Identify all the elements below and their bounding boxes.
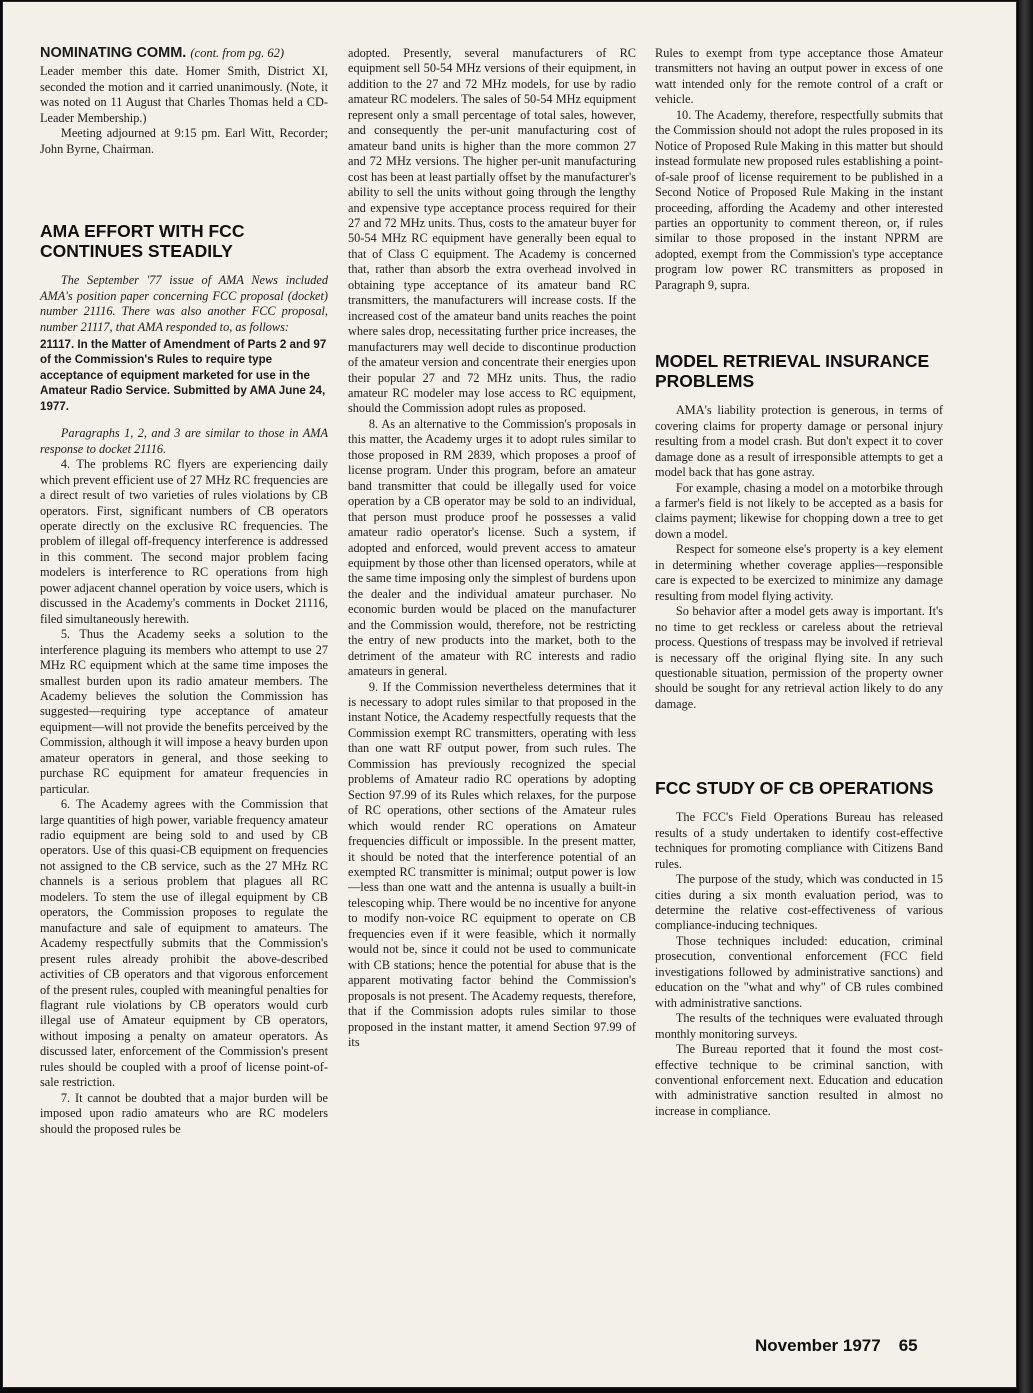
continued-heading-text: NOMINATING COMM.: [40, 45, 187, 61]
article-headline-cb-study: FCC STUDY OF CB OPERATIONS: [655, 778, 934, 799]
column-left: [40, 46, 328, 1137]
article-headline-model-retrieval: MODEL RETRIEVAL INSURANCE PROBLEMS: [655, 351, 930, 392]
body-paragraph: So behavior after a model gets away is important. It's no time to get reckless or careless about the retrieval process. Questions of trespass may be involved if retrieval is necessary off the original flying site. In any such questionable situation, permission of the property owner should be sought for any retrieval action likely to do any damage.: [655, 604, 943, 711]
continued-heading: [40, 46, 328, 61]
docket-title: 21117. In the Matter of Amendment of Parts 2 and 97 of the Commission's Rules to require type acceptance of equipment marketed for use in the Amateur Radio Service. Submitted by AMA June 24, 1977.: [40, 337, 327, 413]
body-paragraph: The purpose of the study, which was conducted in 15 cities during a six month evaluation period, was to determine the relative cost-effectiveness of various compliance-inducing techniques.: [655, 872, 943, 933]
continued-note: (cont. from pg. 62): [190, 46, 284, 60]
body-paragraph: AMA's liability protection is generous, in terms of covering claims for property damage or personal injury resulting from a model crash. But don't expect it to cover damage done as a result of irresponsible attempts to get a model back that has gone astray.: [655, 403, 943, 480]
body-paragraph: Those techniques included: education, criminal prosecution, conventional enforcement (FCC field investigations followed by administrative sanctions) and education on the "what and why" of CB rules combined with administrative sanctions.: [655, 933, 943, 1010]
nominating-paragraph: Leader member this date. Homer Smith, District XI, seconded the motion and it carried unanimously. (Note, it was noted on 11 August that Charles Thomas held a CD-Leader Membership.): [40, 64, 328, 125]
body-paragraph: 4. The problems RC flyers are experiencing daily which prevent efficient use of 27 MHz RC frequencies are a direct result of two varieties of rules violations by CB operators. First, significant numbers of CB operators operate directly on the exclusive RC frequencies. The problem of illegal off-frequency interference is addressed in this comment. The second major problem facing modelers is interference to RC operations from high power adjacent channel operation by voice users, which is discussed in the Academy's comments in Docket 21116, filed simultaneously herewith.: [40, 457, 328, 626]
body-paragraph: 6. The Academy agrees with the Commission that large quantities of high power, variable frequency amateur radio equipment are being sold to and used by CB operators. Use of this quasi-CB equipment on frequencies not assigned to the CB service, such as the 27 MHz RC channels is a serious problem that plagues all RC modelers. To stem the use of illegal equipment by CB operators, the Commission proposes to regulate the manufacture and sale of equipment to amateurs. The Academy respectfully submits that the Commission's present rules already prohibit the above-described activities of CB operators and that vigorous enforcement of the present rules, coupled with meaningful penalties for flagrant rule violations by CB operators would curb illegal use of Amateur equipment by CB operators, without imposing a penalty on amateur operators. As discussed later, enforcement of the Commission's present rules should be coupled with a proof of license point-of-sale restriction.: [40, 797, 328, 1090]
body-paragraph: The Bureau reported that it found the most cost-effective technique to be criminal sanction, with conventional enforcement next. Education and education with administrative sanction resulted in almost no increase in compliance.: [655, 1042, 943, 1118]
issue-date: November 1977: [755, 1336, 881, 1355]
body-paragraph: adopted. Presently, several manufacturers of RC equipment sell 50-54 MHz versions of their equipment, in addition to the 27 and 72 MHz models, for use by radio amateur RC modelers. The sales of 50-54 MHz equipment represent only a small percentage of total sales, however, and consequently the per-unit manufacturing cost of amateur band units is higher than the more common 27 and 72 MHz versions. The higher per-unit manufacturing cost has been at least partially offset by the manufacturer's ability to sell the units without going through the lengthy and expensive type acceptance process required for their 27 and 72 MHz units. Thus, costs to the amateur buyer for 50-54 MHz RC equipment have generally been equal to that of Class C equipment. The Academy is concerned that, rather than absorb the extra overhead involved in obtaining type acceptance of its amateur band RC transmitters, the manufacturers will increase costs. If the increased cost of the amateur band units reaches the point where sales drop, necessitating further price increases, the manufacturers may well decide to discontinue production of the amateur version and concentrate their energies upon their popular 27 and 72 MHz units. Thus, the radio amateur RC modeler may lose access to RC equipment, should the Commission adopt rules as proposed.: [348, 46, 636, 416]
body-paragraph: 10. The Academy, therefore, respectfully submits that the Commission should not adopt the rules proposed in its Notice of Proposed Rule Making in this matter but should instead formulate new proposed rules establishing a point-of-sale proof of license requirement to be published in a Second Notice of Proposed Rule Making in the instant proceeding, affording the Academy and other interested parties an opportunity to comment thereon, or, if rules similar to those proposed in the instant NPRM are adopted, exempt from the Commission's type acceptance program low power RC transmitters as proposed in Paragraph 9, supra.: [655, 107, 943, 292]
body-paragraph: The FCC's Field Operations Bureau has released results of a study undertaken to identify cost-effective techniques for promoting compliance with Citizens Band rules.: [655, 810, 943, 871]
page-number: 65: [898, 1336, 918, 1355]
column-right: [655, 46, 943, 1119]
body-paragraph: 9. If the Commission nevertheless determines that it is necessary to adopt rules similar to that proposed in the instant Notice, the Academy respectfully requests that the Commission exempt RC transmitters, operating with less than one watt RF output power, from such rules. The Commission has previously recognized the special problems of Amateur radio RC operations by adopting Section 97.99 of its Rules which relaxes, for the purpose of RC operations, other sections of the Amateur rules which would render RC operations on Amateur frequencies difficult or impossible. In the present matter, it should be noted that the interference potential of an exempted RC transmitter is minimal; output power is low—less than one watt and the antenna is usually a built-in telescoping whip. There would be no incentive for anyone to modify non-voice RC equipment to operate on CB frequencies even if it were feasible, which it normally would not be, since it could not be used to communicate with CB stations; hence the potential for abuse that is the apparent motivating factor behind the Commission's proposals is not present. The Academy requests, therefore, that if the Commission adopts rules similar to those proposed in the instant matter, it amend Section 97.99 of its: [348, 679, 636, 1049]
body-paragraph: Rules to exempt from type acceptance those Amateur transmitters not having an output power in excess of one watt intended only for the remote control of a craft or vehicle.: [655, 46, 943, 107]
body-paragraph: 8. As an alternative to the Commission's proposals in this matter, the Academy urges it to adopt rules similar to those proposed in RM 2839, which proposes a proof of license program. Under this program, before an amateur band transmitter that could be illegally used for voice operation by a CB operator may be sold to an individual, that person must produce proof he possesses a valid amateur radio operator's license. Such a system, if adopted and enforced, would prevent access to amateur equipment by those other than licensed operators, while at the same time imposing only the simplest of burdens upon the dealer and the individual amateur purchaser. No economic burden would be placed on the manufacturer and the Commission would, therefore, not be restricting the entry of new products into the market, both to the detriment of the amateur with RC interests and radio amateurs in general.: [348, 416, 636, 679]
column-middle: [348, 46, 636, 1050]
similar-note: Paragraphs 1, 2, and 3 are similar to those in AMA response to docket 21116.: [40, 426, 328, 456]
body-paragraph: The results of the techniques were evaluated through monthly monitoring surveys.: [655, 1011, 943, 1041]
article-headline-fcc-effort: AMA EFFORT WITH FCC CONTINUES STEADILY: [40, 221, 245, 262]
magazine-page: [3, 2, 1016, 1387]
body-paragraph: 5. Thus the Academy seeks a solution to the interference plaguing its members who attempt to use 27 MHz RC equipment which at the same time imposes the smallest burden upon its radio amateur members. The Academy believes the solution the Commission has suggested—requiring type acceptance of amateur equipment—will not provide the benefits perceived by the Commission, although it will impose a heavy burden upon amateur operators in general, and those seeking to purchase RC equipment for amateur frequencies in particular.: [40, 627, 328, 796]
body-paragraph: Respect for someone else's property is a key element in determining whether coverage applies—responsible care is expected to be exercized to minimize any damage resulting from model flying activity.: [655, 542, 943, 603]
article-intro: The September '77 issue of AMA News included AMA's position paper concerning FCC proposal (docket) number 21116. There was also another FCC proposal, number 21117, that AMA responded to, as follows:: [40, 273, 328, 334]
body-paragraph: 7. It cannot be doubted that a major burden will be imposed upon radio amateurs who are RC modelers should the proposed rules be: [40, 1090, 328, 1136]
page-footer: [755, 1336, 918, 1356]
nominating-paragraph: Meeting adjourned at 9:15 pm. Earl Witt, Recorder; John Byrne, Chairman.: [40, 126, 328, 156]
page-edge-shadow: [1019, 0, 1033, 1393]
body-paragraph: For example, chasing a model on a motorbike through a farmer's field is not likely to be accepted as a basis for claims payment; likewise for chopping down a tree to get down a model.: [655, 480, 943, 541]
